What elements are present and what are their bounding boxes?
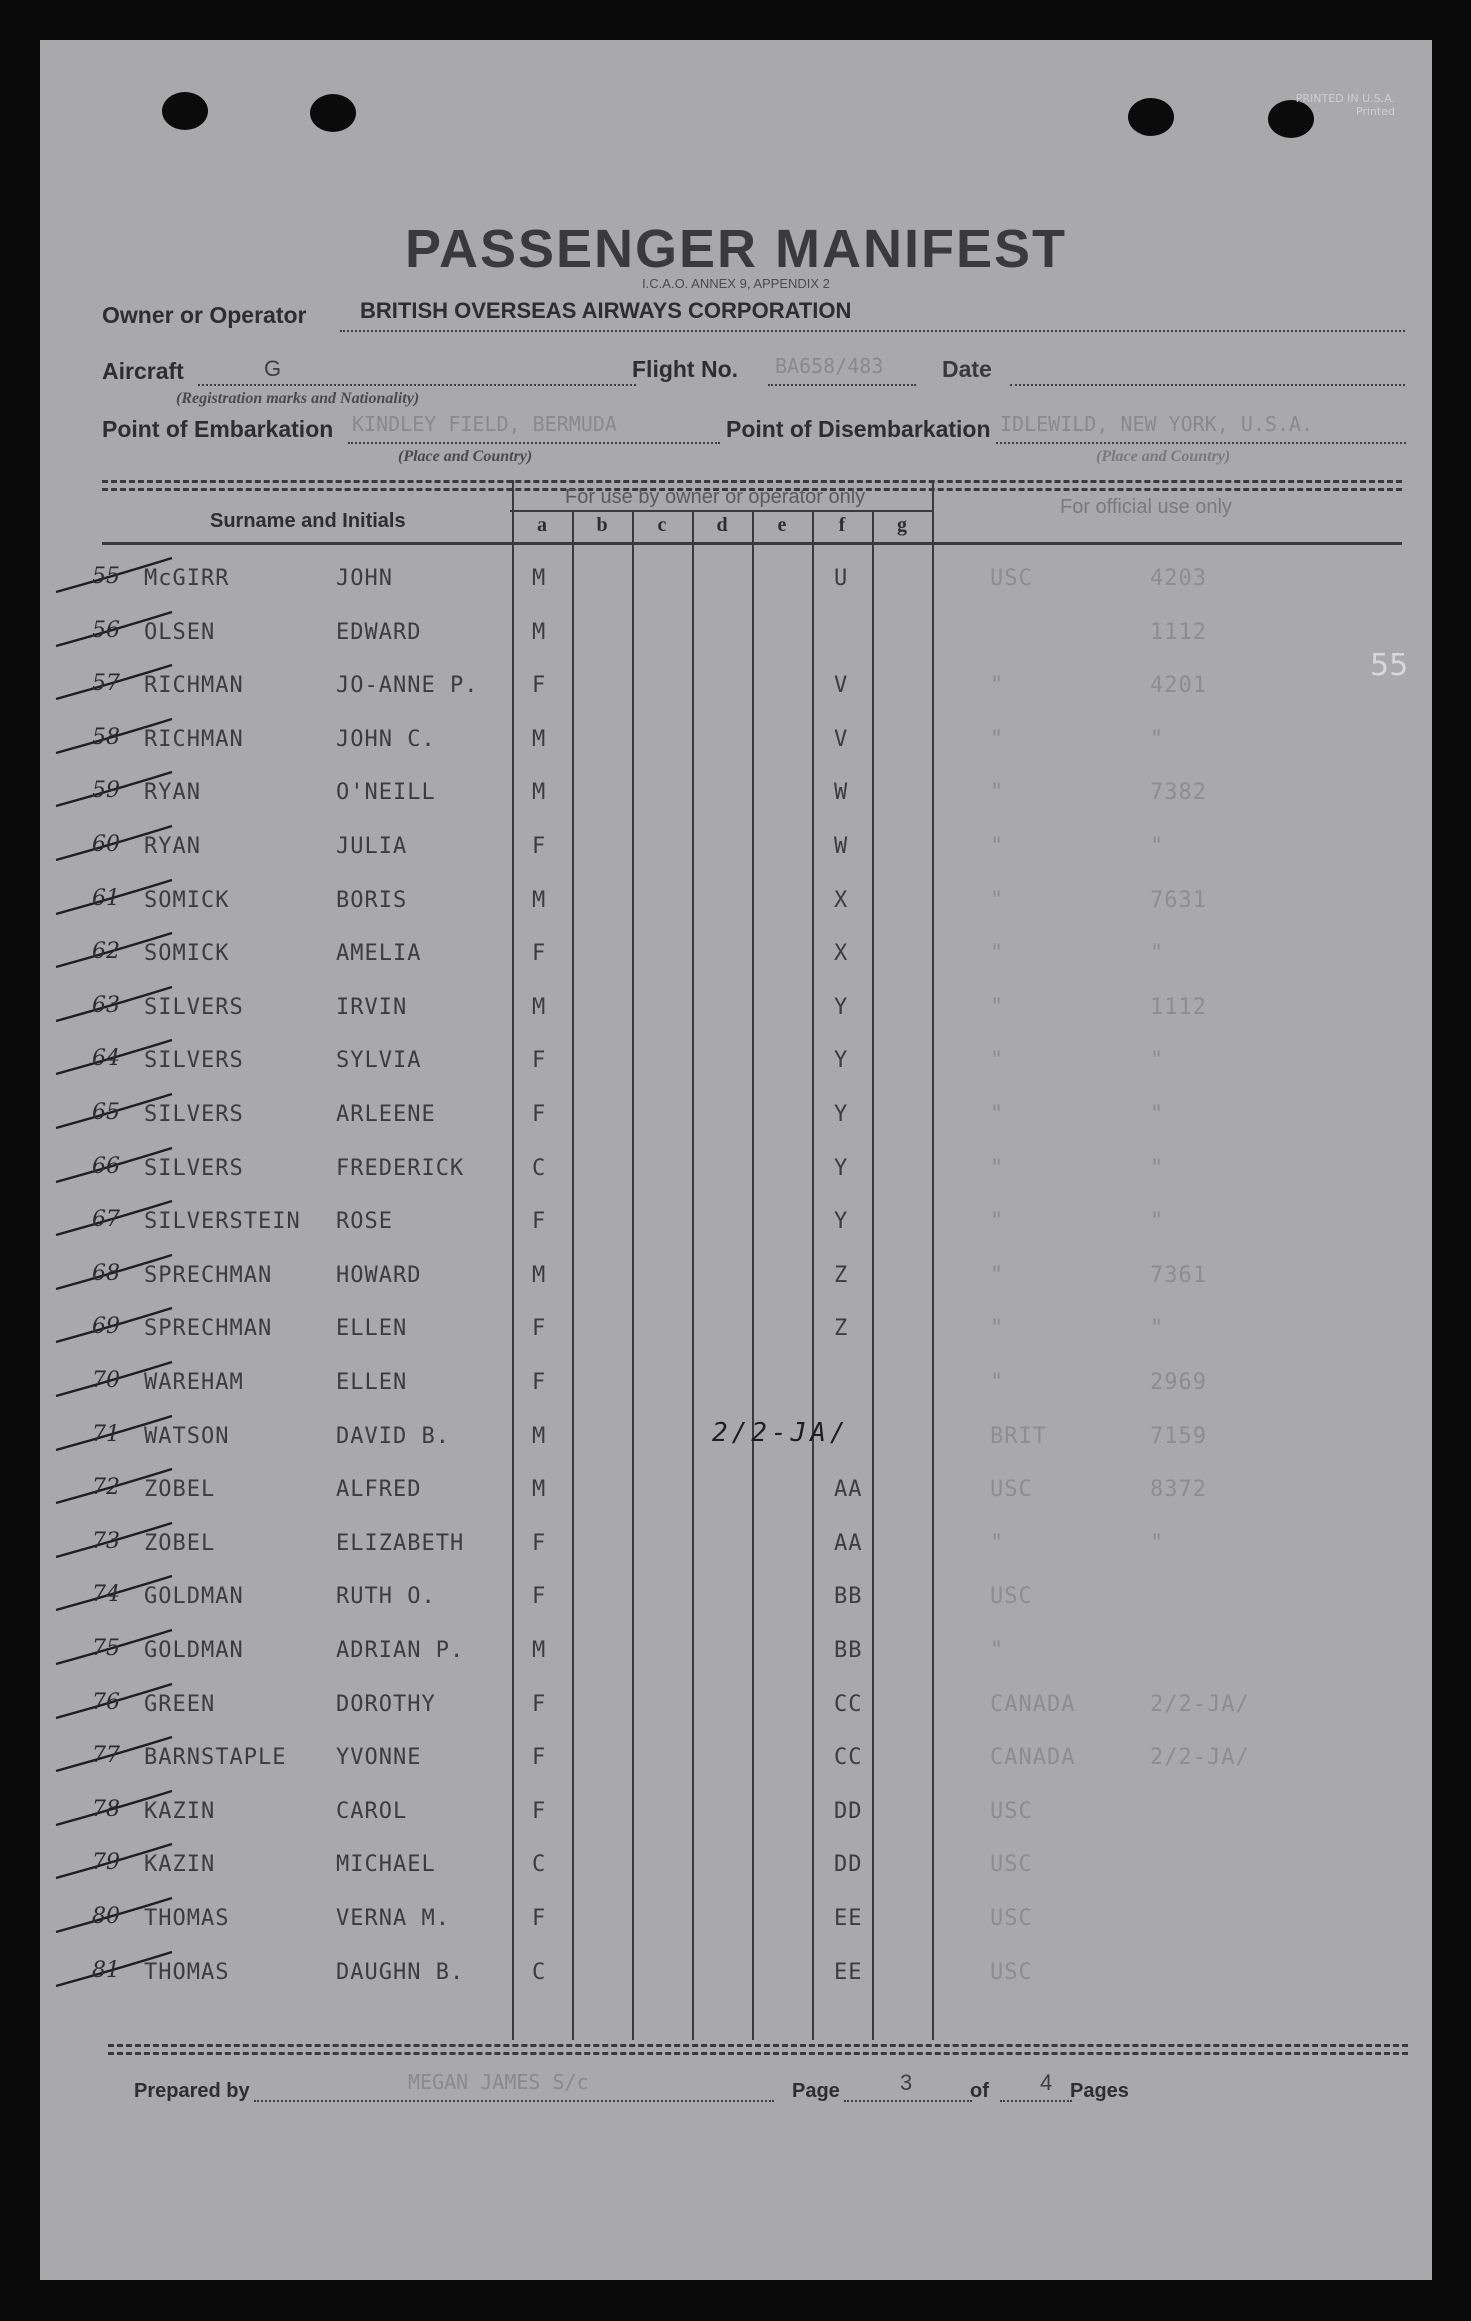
surname-cell: THOMAS — [144, 1959, 230, 1985]
sex-cell: C — [532, 1852, 547, 1878]
surname-cell: WAREHAM — [144, 1370, 244, 1395]
sex-cell: F — [532, 1048, 547, 1074]
surname-cell: WATSON — [144, 1423, 230, 1449]
row-number: 76 — [92, 1689, 120, 1715]
given-name-cell: DAVID B. — [336, 1423, 450, 1449]
surname-cell: BARNSTAPLE — [144, 1745, 287, 1771]
surname-cell: SILVERS — [144, 1048, 244, 1074]
official-code-cell: " — [1150, 1316, 1165, 1342]
flight-underline — [768, 384, 916, 386]
prepared-value: MEGAN JAMES S/c — [408, 2070, 589, 2094]
sex-cell: C — [532, 1959, 547, 1985]
official-code-cell: 4203 — [1150, 566, 1207, 591]
sex-cell: M — [532, 1423, 547, 1449]
subcol-header-b: b — [596, 514, 608, 536]
official-code-cell: " — [1150, 726, 1165, 752]
table-row — [40, 1789, 1432, 1843]
table-row — [40, 878, 1432, 932]
group-cell: Y — [834, 1209, 849, 1235]
nationality-cell: " — [990, 1316, 1005, 1342]
side-page-number: 55 — [1370, 648, 1409, 683]
sex-cell: M — [532, 780, 547, 806]
group-cell: BB — [834, 1638, 863, 1663]
group-cell: Y — [834, 994, 849, 1020]
of-underline — [1000, 2100, 1072, 2102]
table-row — [40, 1574, 1432, 1628]
group-cell: AA — [834, 1530, 863, 1556]
group-cell: Y — [834, 1048, 849, 1074]
given-name-cell: JOHN C. — [336, 726, 436, 752]
flight-value: BA658/483 — [775, 354, 884, 378]
surname-cell: SPRECHMAN — [144, 1262, 273, 1288]
nationality-cell: " — [990, 1102, 1005, 1127]
prepared-label: Prepared by — [134, 2080, 250, 2102]
official-code-cell: 7382 — [1150, 780, 1207, 806]
nationality-cell: " — [990, 1209, 1005, 1235]
embark-value: KINDLEY FIELD, BERMUDA — [352, 412, 617, 436]
punch-hole — [310, 94, 356, 132]
table-row — [40, 1950, 1432, 2004]
official-code-cell: " — [1150, 941, 1165, 967]
group-cell: AA — [834, 1477, 863, 1503]
subcol-header-d: d — [716, 514, 728, 536]
given-name-cell: ARLEENE — [336, 1102, 436, 1127]
table-bottom-rule — [108, 2052, 1408, 2055]
row-number: 74 — [92, 1582, 120, 1608]
sex-cell: F — [532, 1584, 547, 1610]
group-cell: BB — [834, 1584, 863, 1610]
table-row — [40, 1146, 1432, 1200]
disembark-underline — [996, 442, 1406, 444]
row-number: 58 — [92, 724, 120, 750]
table-row — [40, 1896, 1432, 1950]
disembark-value: IDLEWILD, NEW YORK, U.S.A. — [1000, 412, 1314, 436]
official-code-cell: " — [1150, 1155, 1165, 1181]
group-cell: Y — [834, 1102, 849, 1127]
table-row — [40, 824, 1432, 878]
owner-value: BRITISH OVERSEAS AIRWAYS CORPORATION — [360, 298, 852, 323]
official-code-cell: " — [1150, 1530, 1165, 1556]
given-name-cell: IRVIN — [336, 994, 408, 1020]
nationality-cell: USC — [990, 1852, 1033, 1878]
group-cell: V — [834, 726, 849, 752]
nationality-cell: " — [990, 1262, 1005, 1288]
row-number: 78 — [92, 1796, 120, 1822]
official-code-cell: 2969 — [1150, 1370, 1207, 1395]
official-code-cell: 1112 — [1150, 994, 1207, 1020]
group-cell: CC — [834, 1745, 863, 1771]
embark-note: (Place and Country) — [398, 448, 533, 465]
table-row — [40, 1628, 1432, 1682]
group-cell: EE — [834, 1906, 863, 1931]
surname-cell: SOMICK — [144, 887, 230, 913]
sex-cell: M — [532, 1262, 547, 1288]
col-header-official: For official use only — [1060, 496, 1232, 518]
surname-cell: SILVERSTEIN — [144, 1209, 301, 1235]
subcol-header-f: f — [838, 514, 846, 536]
official-code-cell: 7361 — [1150, 1262, 1207, 1288]
nationality-cell: USC — [990, 1906, 1033, 1931]
sex-cell: F — [532, 1370, 547, 1395]
embark-underline — [348, 442, 720, 444]
given-name-cell: ELIZABETH — [336, 1530, 465, 1556]
surname-cell: KAZIN — [144, 1852, 216, 1878]
corner-stamp-line: Printed — [1355, 105, 1395, 118]
row-number: 63 — [92, 992, 120, 1018]
official-code-cell: " — [1150, 834, 1165, 859]
corner-stamp — [1185, 92, 1395, 118]
given-name-cell: AMELIA — [336, 941, 422, 967]
given-name-cell: EDWARD — [336, 619, 422, 645]
nationality-cell: " — [990, 1638, 1005, 1663]
table-row — [40, 1038, 1432, 1092]
embark-label: Point of Embarkation — [102, 416, 334, 442]
surname-cell: RYAN — [144, 780, 201, 806]
row-number: 61 — [92, 885, 120, 911]
surname-cell: ZOBEL — [144, 1477, 216, 1503]
aircraft-underline — [198, 384, 636, 386]
row-number: 79 — [92, 1850, 120, 1876]
group-cell: DD — [834, 1852, 863, 1878]
sex-cell: M — [532, 726, 547, 752]
official-code-cell: 7631 — [1150, 887, 1207, 913]
nationality-cell: " — [990, 1530, 1005, 1556]
given-name-cell: JULIA — [336, 834, 408, 859]
nationality-cell: " — [990, 1155, 1005, 1181]
group-cell: X — [834, 941, 849, 967]
given-name-cell: VERNA M. — [336, 1906, 450, 1931]
aircraft-label: Aircraft — [102, 358, 184, 384]
surname-cell: THOMAS — [144, 1906, 230, 1931]
sex-cell: M — [532, 619, 547, 645]
official-code-cell: 4201 — [1150, 673, 1207, 699]
surname-cell: OLSEN — [144, 619, 216, 645]
given-name-cell: JOHN — [336, 566, 393, 591]
nationality-cell: USC — [990, 1798, 1033, 1824]
punch-hole — [162, 92, 208, 130]
col-header-surname: Surname and Initials — [210, 510, 406, 532]
group-cell: CC — [834, 1691, 863, 1717]
sex-cell: F — [532, 1209, 547, 1235]
group-cell: EE — [834, 1959, 863, 1985]
row-number: 59 — [92, 778, 120, 804]
surname-cell: GOLDMAN — [144, 1584, 244, 1610]
table-row — [40, 1735, 1432, 1789]
group-cell: Y — [834, 1155, 849, 1181]
sex-cell: F — [532, 1691, 547, 1717]
subcol-header-a: a — [537, 514, 547, 536]
official-code-cell: 2/2-JA/ — [1150, 1691, 1250, 1717]
given-name-cell: FREDERICK — [336, 1155, 465, 1181]
sex-cell: M — [532, 994, 547, 1020]
row-number: 65 — [92, 1100, 120, 1125]
table-row — [40, 1360, 1432, 1414]
sex-cell: F — [532, 1906, 547, 1931]
official-code-cell: 7159 — [1150, 1423, 1207, 1449]
row-number: 66 — [92, 1153, 120, 1179]
surname-cell: SOMICK — [144, 941, 230, 967]
group-cell: Z — [834, 1316, 849, 1342]
official-code-cell: 8372 — [1150, 1477, 1207, 1503]
subcol-header-e: e — [777, 514, 787, 536]
table-row — [40, 931, 1432, 985]
given-name-cell: DAUGHN B. — [336, 1959, 465, 1985]
nationality-cell: " — [990, 834, 1005, 859]
row-number: 73 — [92, 1528, 120, 1554]
sex-cell: C — [532, 1155, 547, 1181]
surname-cell: ZOBEL — [144, 1530, 216, 1556]
group-cell: W — [834, 780, 849, 806]
group-cell: W — [834, 834, 849, 859]
owner-underline — [340, 330, 1405, 332]
sex-cell: F — [532, 673, 547, 699]
given-name-cell: HOWARD — [336, 1262, 422, 1288]
surname-cell: RICHMAN — [144, 726, 244, 752]
col-header-operator: For use by owner or operator only — [565, 486, 866, 508]
given-name-cell: ADRIAN P. — [336, 1638, 465, 1663]
official-code-cell: 1112 — [1150, 619, 1207, 645]
form-title: PASSENGER MANIFEST — [404, 219, 1068, 279]
row-number: 70 — [92, 1368, 120, 1393]
given-name-cell: ELLEN — [336, 1316, 408, 1342]
given-name-cell: ELLEN — [336, 1370, 408, 1395]
manifest-sheet — [40, 40, 1432, 2280]
row-number: 68 — [92, 1260, 120, 1286]
given-name-cell: BORIS — [336, 887, 408, 913]
sex-cell: F — [532, 1102, 547, 1127]
sex-cell: F — [532, 1316, 547, 1342]
surname-cell: SPRECHMAN — [144, 1316, 273, 1342]
given-name-cell: MICHAEL — [336, 1852, 436, 1878]
nationality-cell: " — [990, 1048, 1005, 1074]
corner-stamp-line: PRINTED IN U.S.A. — [1295, 92, 1395, 105]
given-name-cell: JO-ANNE P. — [336, 673, 479, 699]
date-label: Date — [942, 356, 992, 382]
aircraft-value: G — [264, 356, 282, 381]
nationality-cell: " — [990, 726, 1005, 752]
page-underline — [844, 2100, 972, 2102]
table-row — [40, 1842, 1432, 1896]
surname-cell: KAZIN — [144, 1798, 216, 1824]
group-cell: X — [834, 887, 849, 913]
page-value: 3 — [900, 2070, 913, 2095]
official-code-cell: " — [1150, 1048, 1165, 1074]
flight-label: Flight No. — [632, 356, 739, 382]
nationality-cell: USC — [990, 1477, 1033, 1503]
surname-cell: GREEN — [144, 1691, 216, 1717]
table-row — [40, 1682, 1432, 1736]
table-row — [40, 1199, 1432, 1253]
surname-cell: SILVERS — [144, 994, 244, 1020]
sex-cell: F — [532, 834, 547, 859]
row-number: 56 — [92, 617, 120, 643]
given-name-cell: RUTH O. — [336, 1584, 436, 1610]
form-subtitle: I.C.A.O. ANNEX 9, APPENDIX 2 — [642, 276, 830, 291]
table-row — [40, 556, 1432, 610]
table-row — [40, 610, 1432, 664]
row-number: 71 — [92, 1421, 120, 1447]
table-row — [40, 770, 1432, 824]
disembark-label: Point of Disembarkation — [726, 416, 991, 442]
nationality-cell: BRIT — [990, 1423, 1047, 1449]
sex-cell: F — [532, 1530, 547, 1556]
given-name-cell: YVONNE — [336, 1745, 422, 1771]
subcol-header-c: c — [657, 514, 667, 536]
table-row — [40, 1467, 1432, 1521]
surname-cell: GOLDMAN — [144, 1638, 244, 1663]
surname-cell: RICHMAN — [144, 673, 244, 699]
sex-cell: M — [532, 1638, 547, 1663]
pages-label: Pages — [1070, 2080, 1129, 2102]
of-value: 4 — [1040, 2070, 1053, 2095]
sex-cell: M — [532, 887, 547, 913]
group-cell: U — [834, 566, 849, 591]
row-number: 81 — [92, 1957, 120, 1983]
row-number: 55 — [92, 564, 120, 589]
row-number: 60 — [92, 832, 120, 857]
row-number: 57 — [92, 671, 120, 697]
group-cell: Z — [834, 1262, 849, 1288]
nationality-cell: USC — [990, 1584, 1033, 1610]
table-row — [40, 1414, 1432, 1468]
surname-cell: RYAN — [144, 834, 201, 859]
given-name-cell: ALFRED — [336, 1477, 422, 1503]
given-name-cell: CAROL — [336, 1798, 408, 1824]
owner-label: Owner or Operator — [102, 302, 307, 328]
page-label: Page — [792, 2080, 840, 2102]
sex-cell: F — [532, 1745, 547, 1771]
nationality-cell: CANADA — [990, 1745, 1076, 1771]
surname-cell: SILVERS — [144, 1102, 244, 1127]
given-name-cell: DOROTHY — [336, 1691, 436, 1717]
subcol-header-g: g — [897, 514, 907, 536]
table-row — [40, 1253, 1432, 1307]
table-row — [40, 717, 1432, 771]
row-number: 80 — [92, 1904, 120, 1929]
table-row — [40, 663, 1432, 717]
official-code-cell: 2/2-JA/ — [1150, 1745, 1250, 1771]
table-row — [40, 1306, 1432, 1360]
row-number: 64 — [92, 1046, 120, 1072]
row-number: 67 — [92, 1207, 120, 1233]
given-name-cell: O'NEILL — [336, 780, 436, 806]
nationality-cell: " — [990, 994, 1005, 1020]
surname-cell: SILVERS — [144, 1155, 244, 1181]
sex-cell: F — [532, 1798, 547, 1824]
official-code-cell: " — [1150, 1102, 1165, 1127]
sex-cell: M — [532, 1477, 547, 1503]
sex-cell: M — [532, 566, 547, 591]
table-row — [40, 985, 1432, 1039]
row-number: 77 — [92, 1743, 120, 1769]
nationality-cell: USC — [990, 1959, 1033, 1985]
sex-cell: F — [532, 941, 547, 967]
of-label: of — [970, 2080, 989, 2102]
group-cell: DD — [834, 1798, 863, 1824]
nationality-cell: " — [990, 1370, 1005, 1395]
nationality-cell: CANADA — [990, 1691, 1076, 1717]
nationality-cell: " — [990, 941, 1005, 967]
nationality-cell: USC — [990, 566, 1033, 591]
given-name-cell: SYLVIA — [336, 1048, 422, 1074]
nationality-cell: " — [990, 673, 1005, 699]
disembark-note: (Place and Country) — [1096, 448, 1231, 465]
official-code-cell: " — [1150, 1209, 1165, 1235]
given-name-cell: ROSE — [336, 1209, 393, 1235]
prepared-underline — [254, 2100, 774, 2102]
table-top-rule — [102, 480, 1402, 483]
table-row — [40, 1092, 1432, 1146]
date-underline — [1010, 384, 1405, 386]
row-number: 69 — [92, 1314, 120, 1340]
surname-cell: McGIRR — [144, 566, 230, 591]
handwritten-note: 2/2-JA/ — [712, 1417, 850, 1448]
punch-hole — [1128, 98, 1174, 136]
aircraft-note: (Registration marks and Nationality) — [176, 390, 420, 407]
nationality-cell: " — [990, 780, 1005, 806]
nationality-cell: " — [990, 887, 1005, 913]
table-bottom-rule — [108, 2044, 1408, 2047]
group-cell: V — [834, 673, 849, 699]
row-number: 72 — [92, 1475, 120, 1501]
row-number: 62 — [92, 939, 120, 965]
table-row — [40, 1521, 1432, 1575]
row-number: 75 — [92, 1636, 120, 1661]
